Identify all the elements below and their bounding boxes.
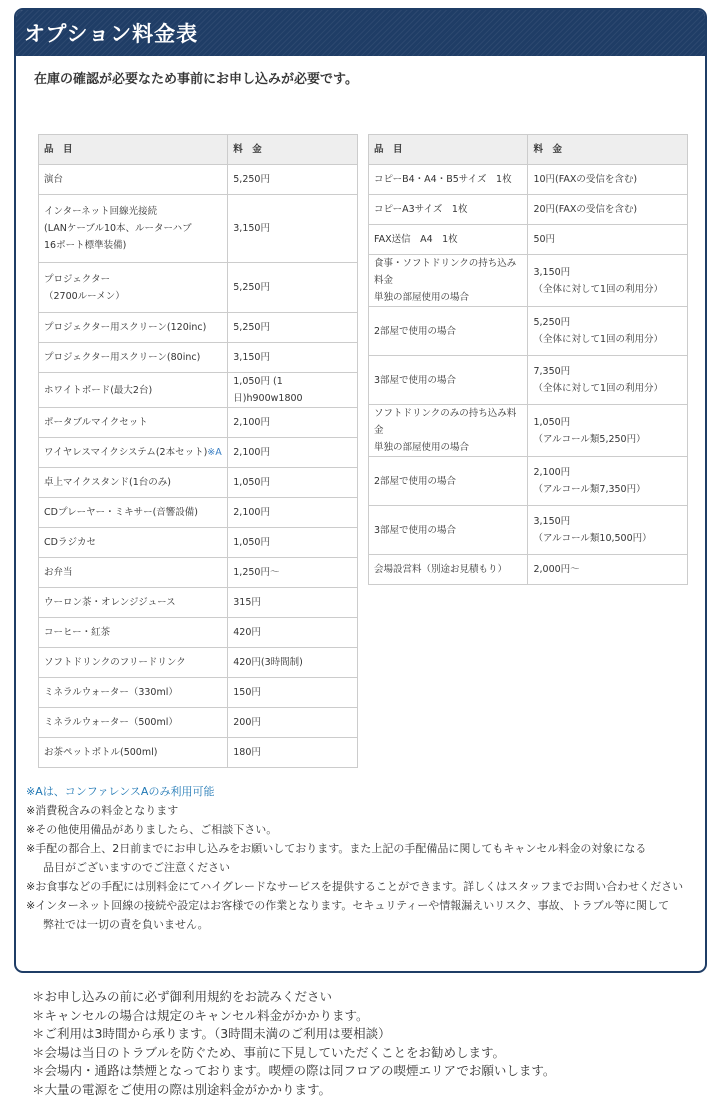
table-row [39,313,358,343]
row-item-line: コーヒー・紅茶 [44,627,111,638]
row-item [369,457,528,506]
table-row [39,498,358,528]
row-item-line: ミネラルウォーター（330ml） [44,687,178,698]
row-price-line: 5,250円 [533,317,571,328]
table-row [369,195,688,225]
left-price-table [38,134,358,768]
row-item [39,313,228,343]
row-item-line: ソフトドリンクのフリードリンク [44,657,186,668]
header-price: 料 金 [528,135,688,165]
table-row [369,555,688,585]
header-item: 品 目 [39,135,228,165]
row-price-line: 2,100円 [233,447,270,458]
header-price: 料 金 [228,135,358,165]
row-price [528,255,688,307]
row-item-line: 単独の部屋使用の場合 [374,292,470,303]
row-price-line: 1,050円 [533,416,571,428]
table-row [39,263,358,313]
row-item-line: プロジェクター用スクリーン(120inc) [44,322,207,333]
bottom-notes [32,988,555,1099]
row-price [228,468,358,498]
table-row [39,165,358,195]
table-row [39,648,358,678]
row-price-line: 5,250円 [233,282,270,293]
row-item [39,708,228,738]
row-price-line: 3,150円 [533,266,571,278]
row-price-line: 2,100円 [533,467,571,478]
row-price [528,195,688,225]
row-price [228,738,358,768]
row-price-line: （アルコール類7,350円） [533,484,646,495]
table-row [369,225,688,255]
row-item-line: 単独の部屋使用の場合 [374,442,470,453]
table-row [39,408,358,438]
note-continuation: 弊社では一切の責を負いません。 [43,918,209,931]
row-item [39,263,228,313]
row-price-line: 3,150円 [533,516,571,527]
row-price [528,457,688,506]
row-price [228,618,358,648]
row-item-line: （2700ルーメン） [44,290,125,302]
row-item [369,225,528,255]
row-item-line: プロジェクター用スクリーン(80inc) [44,352,201,363]
row-item [39,528,228,558]
table-row [39,373,358,408]
row-item-line: インターネット回線光接続 [44,206,158,217]
row-price [228,165,358,195]
row-price [228,528,358,558]
option-price-panel [14,8,707,973]
row-item-line: FAX送信 A4 1枚 [374,234,458,245]
lead-text: 在庫の確認が必要なため事前にお申し込みが必要です。 [34,72,358,87]
row-item [369,356,528,405]
row-price-line: 10円(FAXの受信を含む) [533,174,638,185]
note-line: ※その他使用備品がありましたら、ご相談下さい。 [26,823,278,836]
row-item-line: CDプレーヤー・ミキサー(音響設備) [44,507,198,518]
row-item-line: コピーA3サイズ 1枚 [374,204,468,215]
row-price-line: 5,250円 [233,322,270,333]
row-item-line: ウーロン茶・オレンジジュース [44,597,176,608]
row-price [228,195,358,263]
row-item [39,195,228,263]
row-price-line: （全体に対して1回の利用分） [533,383,664,394]
row-item-line: 2部屋で使用の場合 [374,325,457,337]
notes-list [26,782,683,934]
table-row [39,558,358,588]
table-row [39,468,358,498]
row-item [369,195,528,225]
bottom-note-line: ＊会場内・通路は禁煙となっております。喫煙の際は同フロアの喫煙エリアでお願いします。 [32,1063,556,1078]
row-item-line: 卓上マイクスタンド(1台のみ) [44,477,171,488]
row-item-line: お弁当 [44,567,73,578]
row-item-line: ホワイトボード(最大2台) [44,384,153,396]
row-price-line: 420円 [233,627,261,638]
table-row [369,165,688,195]
row-item [39,588,228,618]
row-price [228,498,358,528]
row-price [528,356,688,405]
row-item [369,555,528,585]
bottom-note-line: ＊会場は当日のトラブルを防ぐため、事前に下見していただくことをお勧めします。 [32,1044,506,1060]
row-item-line: 演台 [44,174,64,185]
table-row [39,678,358,708]
row-note-mark: ※A [207,447,222,458]
table-row [39,528,358,558]
row-price [528,506,688,555]
row-price [228,588,358,618]
row-item [39,678,228,708]
row-item-line: プロジェクター [44,273,111,285]
row-item [39,558,228,588]
row-item-line: ポータブルマイクセット [44,417,148,428]
page-title: オプション料金表 [24,22,199,46]
row-price-line: 1,250円～ [233,567,280,578]
table-row [369,405,688,457]
right-price-table [368,134,688,585]
row-price [228,558,358,588]
note-line: ※Aは、コンファレンスAのみ利用可能 [26,785,215,798]
row-item [369,255,528,307]
row-price-line: 50円 [533,234,556,245]
note-line: ※消費税含みの料金となります [26,804,179,817]
row-price [228,343,358,373]
row-item [39,408,228,438]
row-price-line: 20円(FAXの受信を含む) [533,204,638,215]
row-price-line: 2,100円 [233,417,270,428]
row-price [228,373,358,408]
table-header-row [39,135,358,165]
row-price-line: 1,050円 [233,477,270,488]
row-item-line: 3部屋で使用の場合 [374,524,457,536]
row-item-line: CDラジカセ [44,537,96,548]
table-row [39,195,358,263]
row-price [528,165,688,195]
row-price-line: 315円 [233,597,261,608]
row-item [39,373,228,408]
row-price-line: 150円 [233,687,261,698]
row-item-line: ワイヤレスマイクシステム(2本セット)※A [44,447,222,458]
row-price-line: （全体に対して1回の利用分） [533,334,664,345]
bottom-note-line: ＊お申し込みの前に必ず御利用規約をお読みください [32,989,333,1004]
table-header-row [369,135,688,165]
row-item [39,165,228,195]
row-price [528,555,688,585]
table-row [369,255,688,307]
row-price-line: 2,100円 [233,507,270,518]
row-price-line: 420円(3時間制) [233,657,303,668]
row-item-line: 16ポート標準装備) [44,240,127,251]
note-line: ※インターネット回線の接続や設定はお客様での作業となります。セキュリティーや情報漏えいリスク、事故、トラブル等に関して [26,899,670,912]
table-row [39,618,358,648]
bottom-note-line: ＊大量の電源をご使用の際は別途料金がかかります。 [32,1081,332,1097]
note-line: ※お食事などの手配には別料金にてハイグレードなサービスを提供することができます。詳しくはスタッフまでお問い合わせください [26,880,684,893]
row-item [369,307,528,356]
table-row [369,307,688,356]
row-item [39,738,228,768]
row-price [228,438,358,468]
row-price [528,225,688,255]
row-item [39,468,228,498]
row-item [369,405,528,457]
row-item [39,343,228,373]
table-row [369,356,688,405]
row-price-line: 3,150円 [233,223,270,234]
row-price [228,648,358,678]
table-row [39,343,358,373]
row-price-line: 180円 [233,747,261,758]
header-item: 品 目 [369,135,528,165]
bottom-note-line: ＊ご利用は3時間から承ります。（3時間未満のご利用は要相談） [32,1026,391,1041]
row-price [228,408,358,438]
note-continuation: 品目がございますのでご注意ください [43,861,230,874]
row-item-line: コピーB4・A4・B5サイズ 1枚 [374,174,512,185]
row-price-line: 1,050円 [233,537,270,548]
table-row [39,588,358,618]
row-item-line: (LANケーブル10本、ルーターハブ [44,223,192,234]
row-price [228,313,358,343]
table-row [369,457,688,506]
row-price-line: 7,350円 [533,366,571,377]
note-line: ※手配の都合上、2日前までにお申し込みをお願いしております。また上記の手配備品に関してもキャンセル料金の対象になる [26,842,647,855]
row-price-line: （全体に対して1回の利用分） [533,283,664,295]
panel-header [16,10,705,56]
row-price [228,708,358,738]
row-price-line: （アルコール類5,250円） [533,433,646,445]
table-row [369,506,688,555]
row-item-line: ミネラルウォーター（500ml） [44,717,178,728]
row-item [39,498,228,528]
row-item-line: お茶ペットボトル(500ml) [44,747,158,758]
row-item [39,438,228,468]
table-row [39,438,358,468]
table-row [39,708,358,738]
row-item-line: 会場設営料（別途お見積もり） [374,564,508,575]
row-price [528,307,688,356]
row-price-line: 200円 [233,717,261,728]
row-item-line: 食事・ソフトドリンクの持ち込み料金 [374,258,517,286]
row-item [369,506,528,555]
row-item [39,648,228,678]
row-price-line: （アルコール類10,500円） [533,533,652,544]
row-price [228,263,358,313]
row-price-line: 1,050円 (1日)h900w1800 [233,376,303,404]
row-price-line: 5,250円 [233,174,270,185]
row-item-line: 3部屋で使用の場合 [374,374,457,386]
row-item-line: ソフトドリンクのみの持ち込み料金 [374,408,517,436]
row-item [39,618,228,648]
row-price-line: 2,000円～ [533,564,580,575]
row-price-line: 3,150円 [233,352,270,363]
table-row [39,738,358,768]
row-item [369,165,528,195]
bottom-note-line: ＊キャンセルの場合は規定のキャンセル料金がかかります。 [32,1007,369,1023]
row-item-line: 2部屋で使用の場合 [374,475,457,487]
row-price [228,678,358,708]
row-price [528,405,688,457]
